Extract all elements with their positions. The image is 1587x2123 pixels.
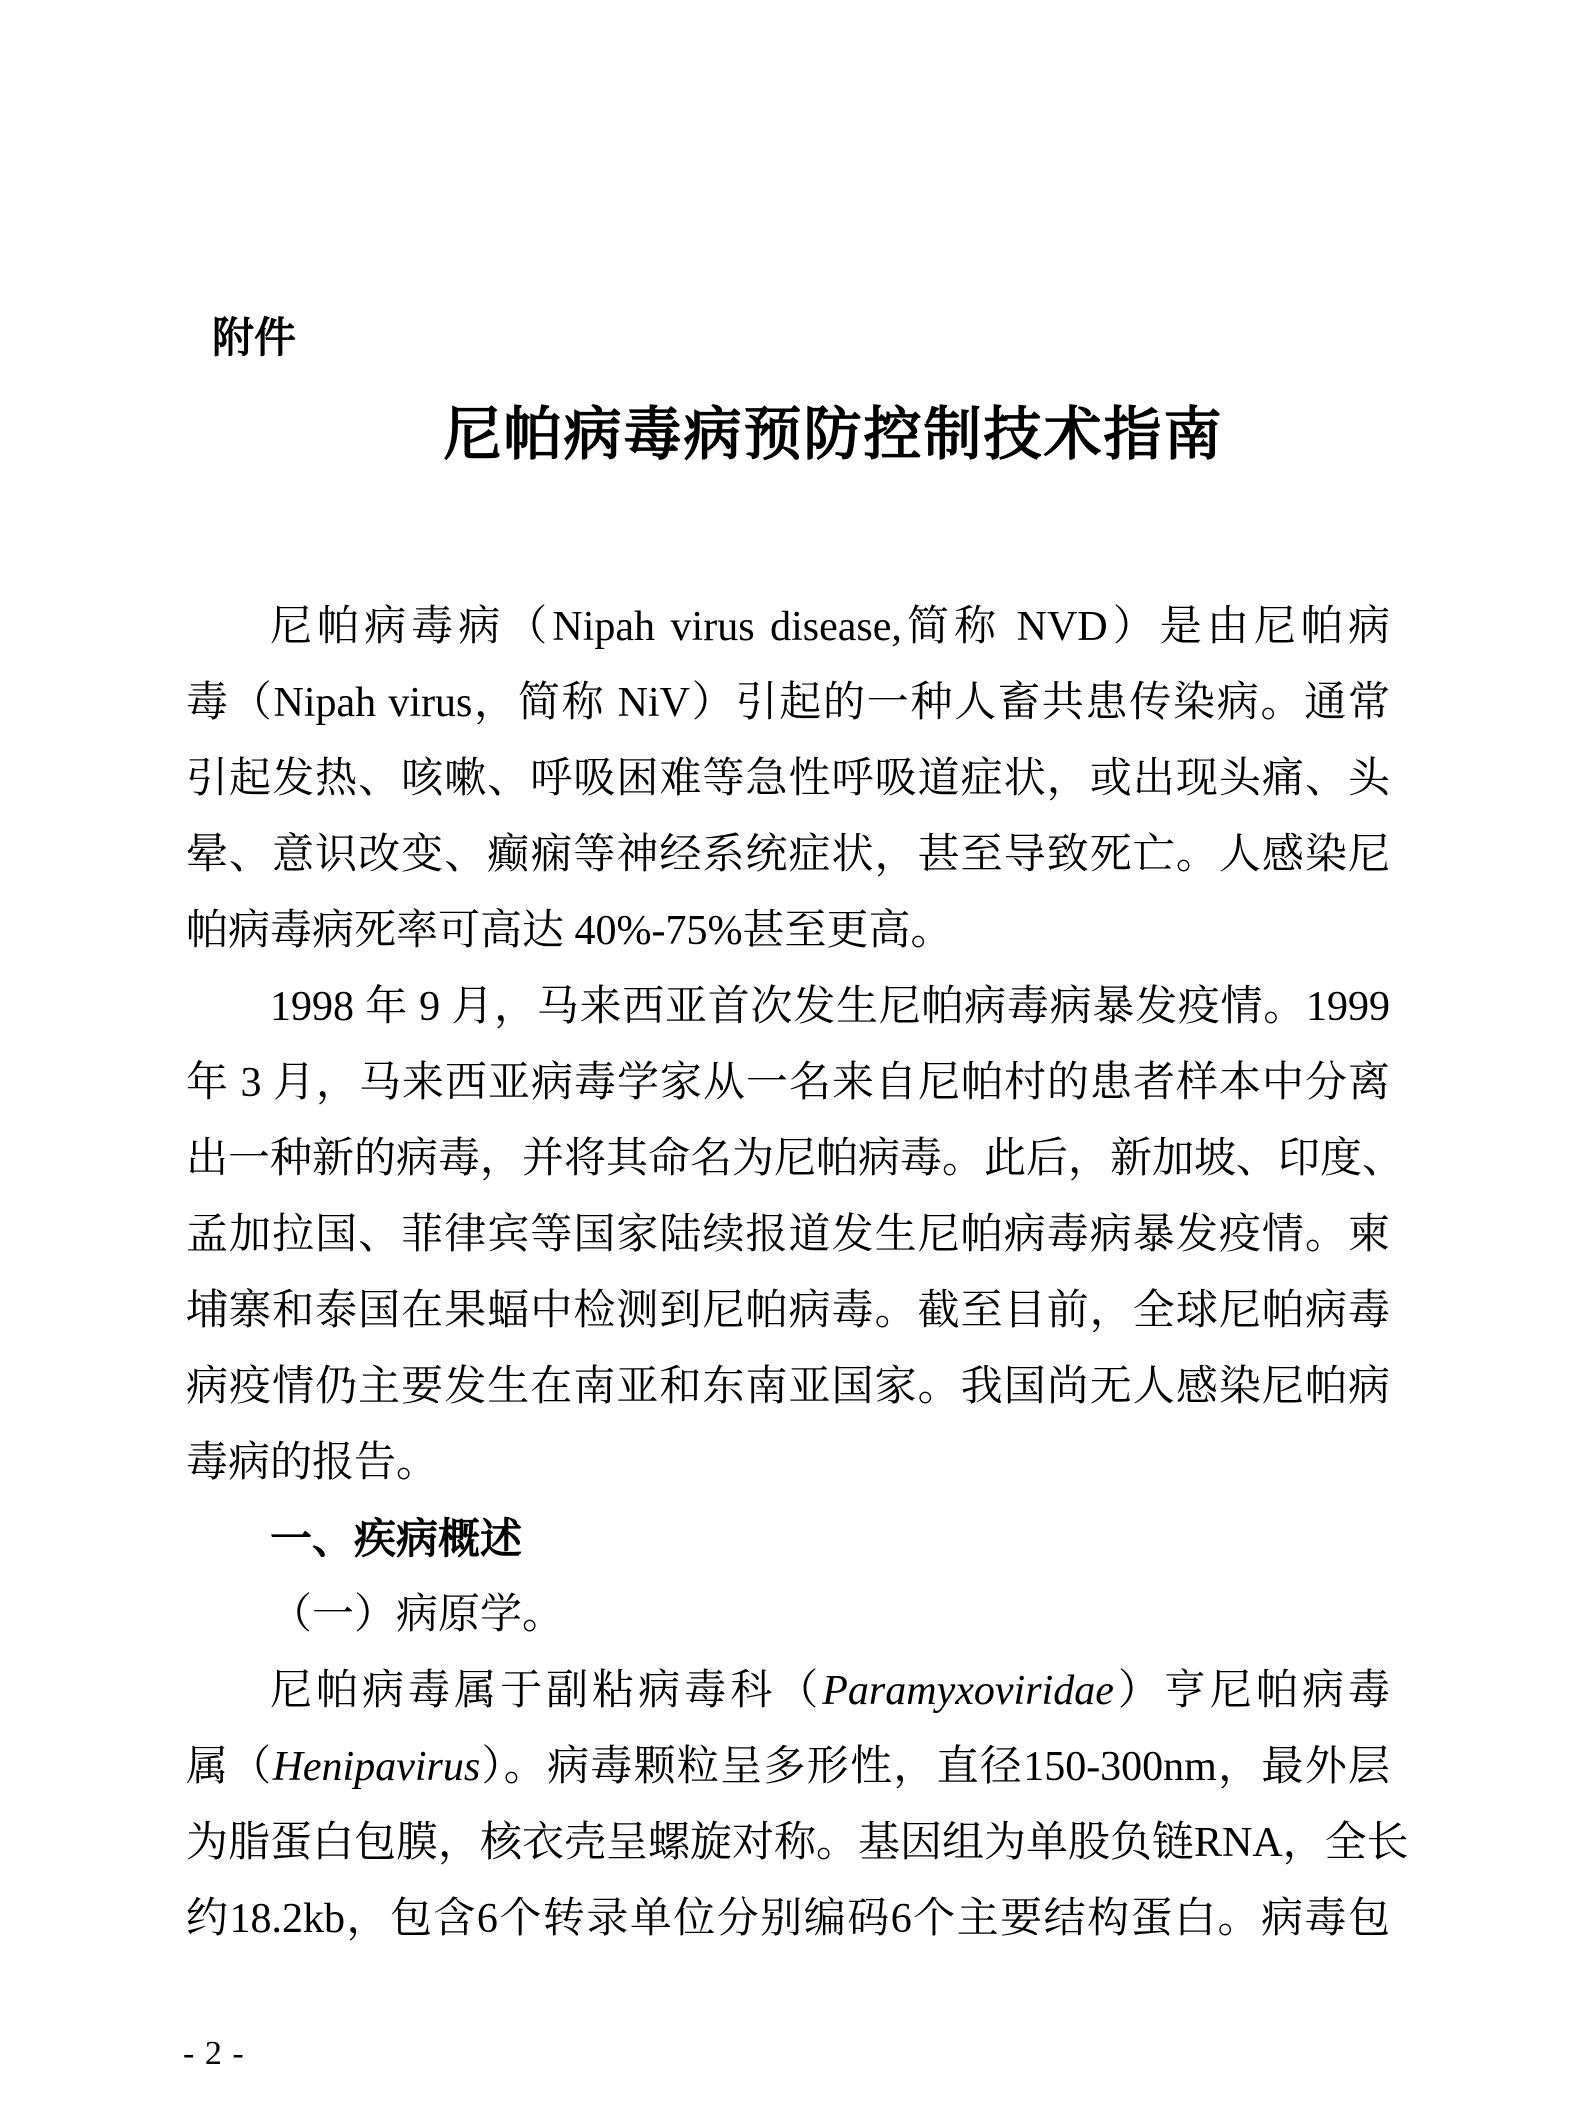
document-body: [186, 589, 1409, 1957]
paragraph-3-line: 尼帕病毒属于副粘病毒科（Paramyxoviridae）亨尼帕病毒: [270, 1668, 1390, 1714]
paragraph-2-line: 埔寨和泰国在果蝠中检测到尼帕病毒。截至目前，全球尼帕病毒: [186, 1288, 1390, 1334]
paragraph-3-line: 为脂蛋白包膜，核衣壳呈螺旋对称。基因组为单股负链RNA，全长: [186, 1820, 1409, 1866]
paragraph-1-line: 毒（Nipah virus，简称 NiV）引起的一种人畜共患传染病。通常: [186, 680, 1390, 726]
paragraph-2-line: 出一种新的病毒，并将其命名为尼帕病毒。此后，新加坡、印度、: [186, 1136, 1405, 1182]
paragraph-1-line: 帕病毒病死率可高达 40%-75%甚至更高。: [186, 908, 953, 954]
paragraph-2-line: 毒病的报告。: [186, 1440, 439, 1486]
paragraph-2-line: 1998 年 9 月，马来西亚首次发生尼帕病毒病暴发疫情。1999: [270, 984, 1390, 1030]
paragraph-3-line: 约18.2kb，包含6个转录单位分别编码6个主要结构蛋白。病毒包: [186, 1896, 1390, 1942]
sub-heading: （一）病原学。: [270, 1592, 565, 1638]
paragraph-1-line: 晕、意识改变、癫痫等神经系统症状，甚至导致死亡。人感染尼: [186, 832, 1390, 878]
paragraph-2-line: 孟加拉国、菲律宾等国家陆续报道发生尼帕病毒病暴发疫情。柬: [186, 1212, 1390, 1258]
attachment-label: 附件: [212, 314, 297, 361]
paragraph-1-line: 尼帕病毒病（Nipah virus disease,简称 NVD）是由尼帕病: [270, 604, 1390, 650]
paragraph-3-line: 属（Henipavirus）。病毒颗粒呈多形性，直径150-300nm，最外层: [186, 1744, 1390, 1790]
paragraph-1-line: 引起发热、咳嗽、呼吸困难等急性呼吸道症状，或出现头痛、头: [186, 756, 1390, 802]
page-number: - 2 -: [183, 2035, 245, 2072]
section-heading: 一、疾病概述: [270, 1515, 523, 1562]
document-title: 尼帕病毒病预防控制技术指南: [443, 402, 1224, 467]
paragraph-2-line: 年 3 月，马来西亚病毒学家从一名来自尼帕村的患者样本中分离: [186, 1060, 1390, 1106]
paragraph-2-line: 病疫情仍主要发生在南亚和东南亚国家。我国尚无人感染尼帕病: [186, 1364, 1390, 1410]
